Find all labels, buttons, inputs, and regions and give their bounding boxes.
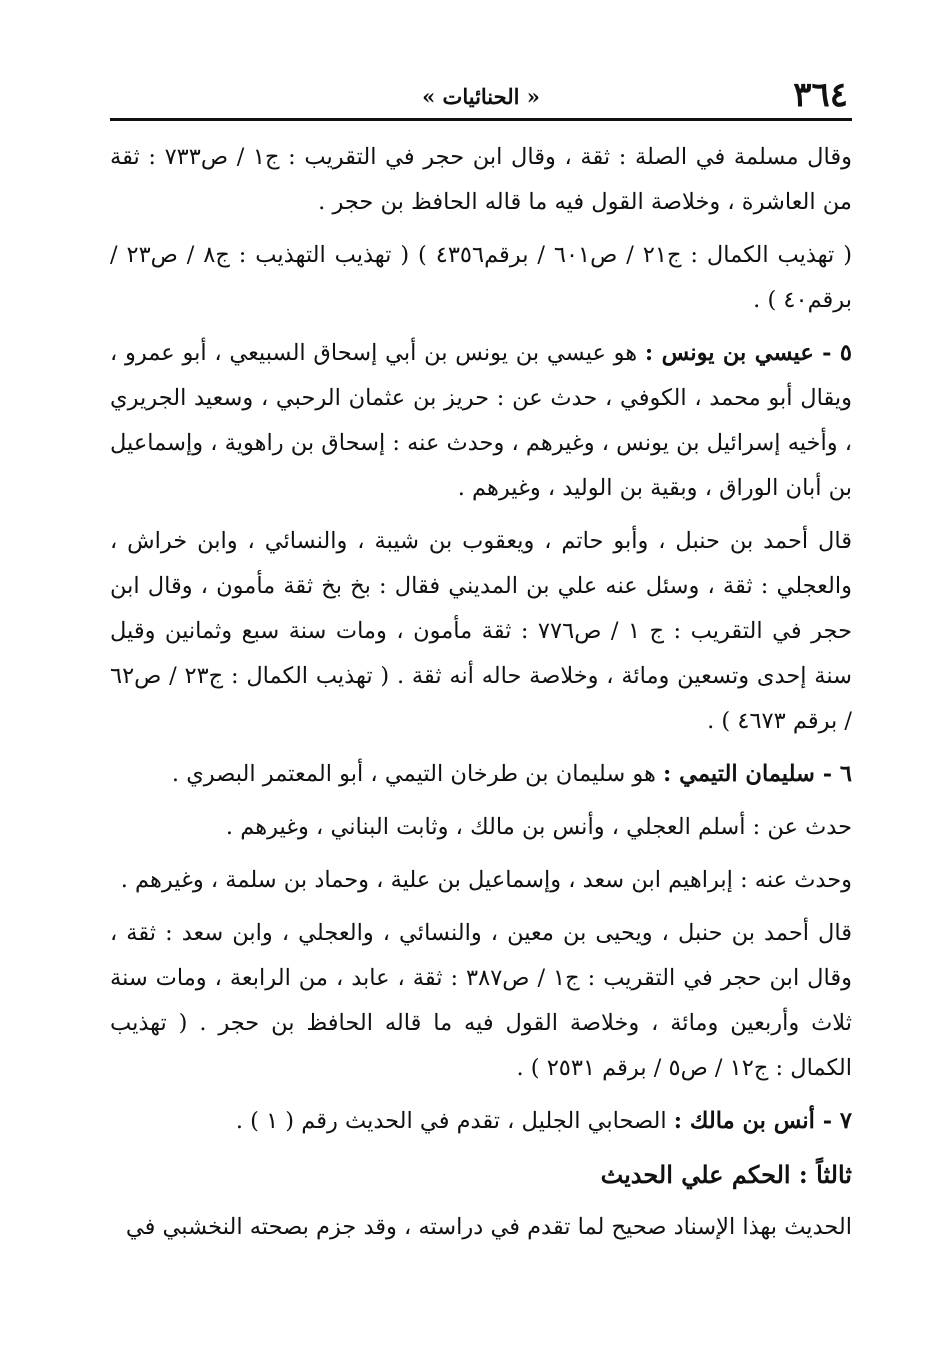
paragraph-maslama — [110, 135, 852, 225]
paragraph-anas-bin-malik — [110, 1099, 852, 1144]
paragraph-text: الصحابي الجليل ، تقدم في الحديث رقم ( ١ ) . — [235, 1108, 674, 1134]
paragraph-references — [110, 233, 852, 323]
paragraph-text: ( تهذيب الكمال : ج٢١ / ص٦٠١ / برقم٤٣٥٦ ) ( تهذيب التهذيب : ج٨ / ص٢٣ / برقم٤٠ ) . — [110, 242, 853, 313]
paragraph-text: هو سليمان بن طرخان التيمي ، أبو المعتمر البصري . — [171, 761, 663, 787]
paragraph-text: وحدث عنه : إبراهيم ابن سعد ، وإسماعيل بن علية ، وحماد بن سلمة ، وغيرهم . — [120, 867, 852, 893]
paragraph-sulayman-grading — [110, 911, 852, 1091]
page-number: ٣٦٤ — [793, 75, 848, 115]
paragraph-isa-grading — [110, 519, 852, 744]
paragraph-sulayman-altaymi — [110, 752, 852, 797]
paragraph-narrated-from — [110, 805, 852, 850]
narrator-name: ٧ - أنس بن مالك : — [673, 1108, 852, 1134]
paragraph-text: قال أحمد بن حنبل ، ويحيى بن معين ، والنسائي ، والعجلي ، وابن سعد : ثقة ، وقال ابن حجر في التقريب : ج١ / ص٣٨٧ : ثقة ، عابد ، من الرابعة ، ومات سنة ثلاث وأربعين ومائة ، وخلاصة القول فيه ما قاله الحافظ بن حجر . ( تهذيب الكمال : ج١٢ / ص٥ / برقم ٢٥٣١ ) . — [110, 920, 852, 1081]
book-page — [110, 72, 852, 1349]
page-header — [110, 72, 852, 121]
paragraph-text: هو عيسي بن يونس بن أبي إسحاق السبيعي ، أبو عمرو ، ويقال أبو محمد ، الكوفي ، حدث عن : حريز بن عثمان الرحبي ، وسعيد الجريري ، وأخيه إسرائيل بن يونس ، وغيرهم ، وحدث عنه : إسحاق بن راهوية ، وإسماعيل بن أبان الوراق ، وبقية بن الوليد ، وغيرهم . — [110, 340, 852, 501]
narrator-name: ٦ - سليمان التيمي : — [663, 761, 852, 787]
section-heading: ثالثاً : الحكم علي الحديث — [600, 1160, 852, 1189]
paragraph-hadith-ruling: الحديث بهذا الإسناد صحيح لما تقدم في دراسته ، وقد جزم بصحته النخشبي في — [125, 1214, 852, 1240]
page-content — [110, 135, 852, 1250]
paragraph-text: قال أحمد بن حنبل ، وأبو حاتم ، ويعقوب بن شيبة ، والنسائي ، وابن خراش ، والعجلي : ثقة ، وسئل عنه علي بن المديني فقال : بخ بخ ثقة مأمون ، وقال ابن حجر في التقريب : ج ١ / ص٧٧٦ : ثقة مأمون ، ومات سنة سبع وثمانين وقيل سنة إحدى وتسعين ومائة ، وخلاصة حاله أنه ثقة . ( تهذيب الكمال : ج٢٣ / ص٦٢ / برقم ٤٦٧٣ ) . — [110, 528, 852, 734]
paragraph-text: وقال مسلمة في الصلة : ثقة ، وقال ابن حجر في التقريب : ج١ / ص٧٣٣ : ثقة من العاشرة ، وخلاصة القول فيه ما قاله الحافظ بن حجر . — [110, 144, 853, 215]
running-title: « الحنائيات » — [422, 84, 540, 109]
paragraph-text: حدث عن : أسلم العجلي ، وأنس بن مالك ، وثابت البناني ، وغيرهم . — [225, 814, 852, 840]
narrator-name: ٥ - عيسي بن يونس : — [644, 340, 853, 366]
paragraph-narrated-by — [110, 858, 852, 903]
paragraph-isa-bin-yunus — [110, 331, 852, 511]
